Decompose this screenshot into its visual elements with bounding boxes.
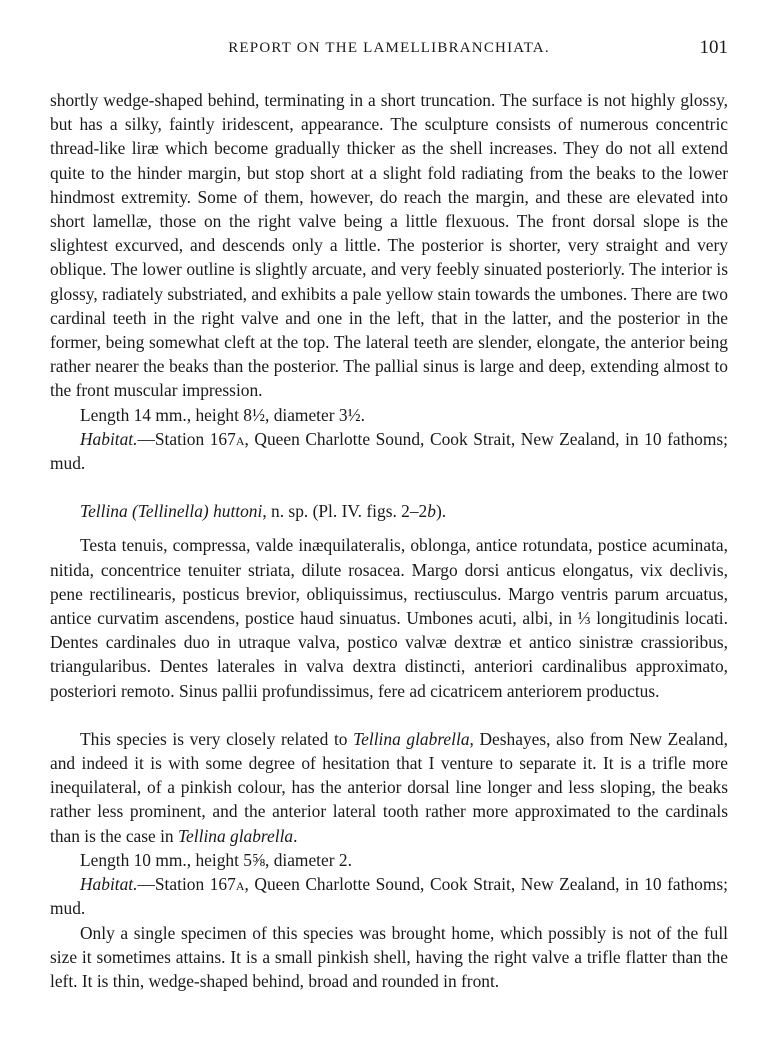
remarks-part-b: , Deshayes, also from New Zealand, and indeed it is with some degree of hesitation that I venture to separate it. It is a trifle more inequilateral, of a pinkish colour, has the anterior dorsal line longer and less sloping, the beaks rather less prominent, and the anterior lateral tooth rather more approximated to the cardinals than is the case in	[50, 728, 728, 846]
species-habitat	[50, 872, 728, 920]
habitat-station-suffix: a	[235, 428, 245, 449]
remarks-part-c: .	[293, 825, 298, 846]
habitat-label: Habitat.	[80, 428, 138, 449]
measurements-line: Length 14 mm., height 8½, diameter 3½.	[80, 404, 365, 425]
remarks-part-a: This species is very closely related to	[80, 728, 354, 749]
species-epithet: huttoni	[213, 501, 263, 522]
continuation-paragraph: shortly wedge-shaped behind, terminating in a short truncation. The surface is not highly glossy, but has a silky, faintly iridescent, appearance. The sculpture consists of numerous concentric thread-like liræ which become gradually thicker as the shell increases. They do not all extend quite to the hinder margin, but stop short at a slight fold radiating from the beaks to the lower hindmost extremity. Some of them, however, do reach the margin, and these are elevated into short lamellæ, those on the right valve being a little flexuous. The front dorsal slope is the slightest excurved, and descends only a little. The posterior is shorter, very straight and very oblique. The lower outline is slightly arcuate, and very feebly sinuated posteriorly. The interior is glossy, radiately substriated, and exhibits a pale yellow stain towards the umbones. There are two cardinal teeth in the right valve and one in the left, that in the latter, and the posterior in the former, being somewhat cleft at the top. The lateral teeth are slender, elongate, the anterior being rather nearer the beaks than the posterior. The pallial sinus is large and deep, extending almost to the front muscular impression.	[50, 90, 728, 401]
running-title: REPORT ON THE LAMELLIBRANCHIATA.	[228, 40, 550, 56]
species-genus: Tellina	[80, 501, 128, 522]
species-fig-close: ).	[435, 501, 447, 522]
page-number: 101	[699, 37, 728, 58]
habitat-paragraph	[50, 427, 728, 475]
remarks-paragraph	[50, 727, 728, 848]
habitat-station: —Station 167	[137, 428, 236, 449]
species-fig-letter: b	[427, 501, 436, 522]
species-habitat-station: —Station 167	[137, 874, 236, 895]
body-text	[50, 88, 728, 993]
page-header	[50, 37, 728, 66]
species-habitat-location: , Queen Charlotte Sound, Cook Strait, New Zealand, in 10 fathoms; mud.	[50, 874, 728, 919]
species-subgenus: (Tellinella)	[132, 501, 209, 522]
species-measurements: Length 10 mm., height 5⅝, diameter 2.	[80, 849, 352, 870]
latin-description: Testa tenuis, compressa, valde inæquilateralis, oblonga, antice rotundata, postice acuminata, nitida, concentrice tenuiter striata, dilute rosacea. Margo dorsi anticus elongatus, vix declivis, pene rectilinearis, posticus brevior, obliquissimus, rectiusculus. Margo ventris parum arcuatus, antice curvatim ascendens, postice haud sinuatus. Umbones acuti, albi, in ⅓ longitudinis locati. Dentes cardinales duo in utraque valva, postico valvæ dextræ et antico sinistræ crassioribus, triangularibus. Dentes laterales in valva dextra distincti, anteriori cardinalibus approximato, posteriori remoto. Sinus pallii profundissimus, fere ad cicatricem anteriorem productus.	[50, 535, 728, 701]
species-heading	[50, 499, 728, 523]
species-habitat-station-suffix: a	[235, 874, 245, 895]
remarks-species-name: Tellina glabrella	[353, 728, 470, 749]
species-habitat-label: Habitat.	[80, 874, 138, 895]
remarks-species-name-2: Tellina glabrella	[177, 825, 294, 846]
closing-paragraph: Only a single specimen of this species was brought home, which possibly is not of the full size it sometimes attains. It is a small pinkish shell, having the right valve a trifle flatter than the left. It is thin, wedge-shaped behind, broad and rounded in front.	[50, 922, 728, 991]
habitat-location: , Queen Charlotte Sound, Cook Strait, New Zealand, in 10 fathoms; mud.	[50, 428, 728, 474]
species-status: , n. sp. (Pl. IV. figs. 2–2	[262, 501, 428, 522]
